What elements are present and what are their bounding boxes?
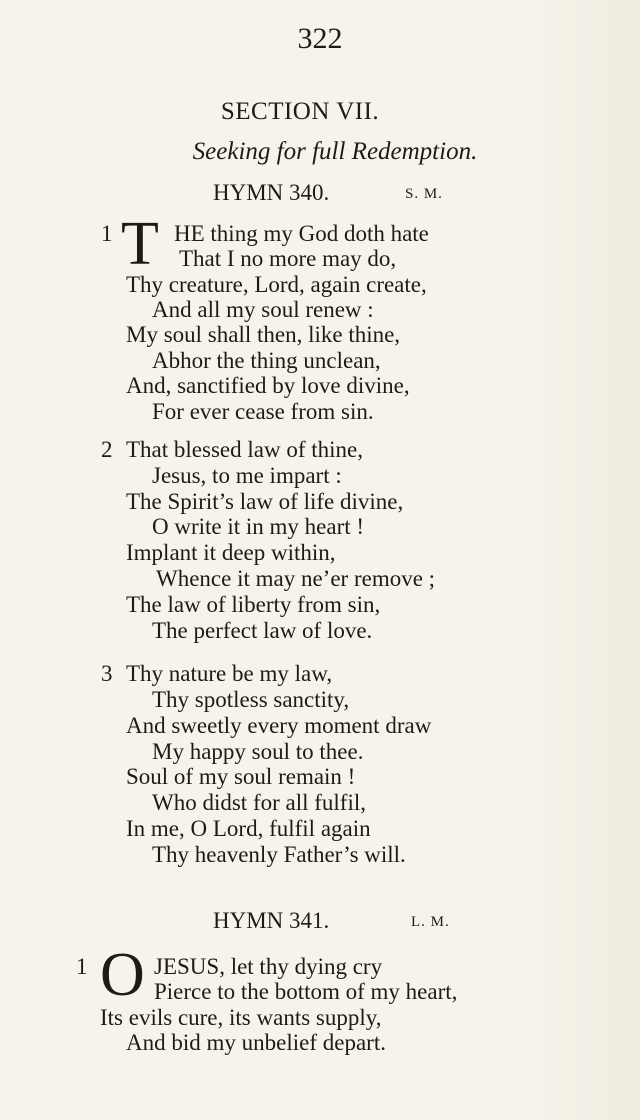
verse-line: My happy soul to thee.	[152, 739, 364, 764]
verse-line: Pierce to the bottom of my heart,	[154, 979, 458, 1004]
verse-line: Thy creature, Lord, again create,	[126, 272, 427, 297]
section-subtitle: Seeking for full Redemption.	[192, 138, 478, 165]
verse-line: The Spirit’s law of life divine,	[126, 489, 404, 514]
verse-line: Thy nature be my law,	[126, 661, 333, 686]
show-through-shadow	[520, 0, 640, 1120]
verse-line: HE thing my God doth hate	[174, 221, 429, 246]
verse-number: 1	[76, 954, 88, 979]
verse-line: Abhor the thing unclean,	[152, 348, 381, 373]
page-number: 322	[297, 22, 343, 55]
verse-line: And bid my unbelief depart.	[126, 1030, 386, 1055]
hymn-341-title: HYMN 341.	[213, 908, 330, 933]
verse-line: The law of liberty from sin,	[126, 592, 381, 617]
drop-cap: O	[100, 941, 145, 1009]
verse-line: Thy heavenly Father’s will.	[152, 842, 406, 867]
verse-line: For ever cease from sin.	[152, 399, 374, 424]
section-heading: SECTION VII.	[220, 98, 380, 125]
verse-line: And all my soul renew :	[152, 297, 374, 322]
verse-line: Jesus, to me impart :	[152, 463, 342, 488]
verse-line: JESUS, let thy dying cry	[154, 954, 383, 979]
verse-number: 3	[101, 661, 113, 686]
drop-cap: T	[121, 210, 159, 278]
verse-line: O write it in my heart !	[152, 514, 365, 539]
verse-number: 2	[101, 437, 113, 462]
verse-number: 1	[101, 221, 113, 246]
hymn-340-title: HYMN 340.	[213, 180, 330, 205]
verse-line: My soul shall then, like thine,	[126, 322, 401, 347]
verse-line: That I no more may do,	[179, 246, 397, 271]
verse-line: Its evils cure, its wants supply,	[100, 1005, 382, 1030]
verse-line: Whence it may ne’er remove ;	[156, 566, 436, 591]
hymn-341-meter: L. M.	[411, 914, 450, 930]
verse-line: Soul of my soul remain !	[126, 764, 356, 789]
verse-line: Who didst for all fulfil,	[152, 790, 366, 815]
verse-line: In me, O Lord, fulfil again	[126, 816, 371, 841]
verse-line: And sweetly every moment draw	[126, 713, 432, 738]
verse-line: That blessed law of thine,	[126, 437, 363, 462]
verse-line: The perfect law of love.	[152, 618, 373, 643]
verse-line: Implant it deep within,	[126, 540, 336, 565]
verse-line: And, sanctified by love divine,	[126, 373, 410, 398]
hymn-340-meter: S. M.	[405, 186, 443, 202]
verse-line: Thy spotless sanctity,	[152, 687, 350, 712]
